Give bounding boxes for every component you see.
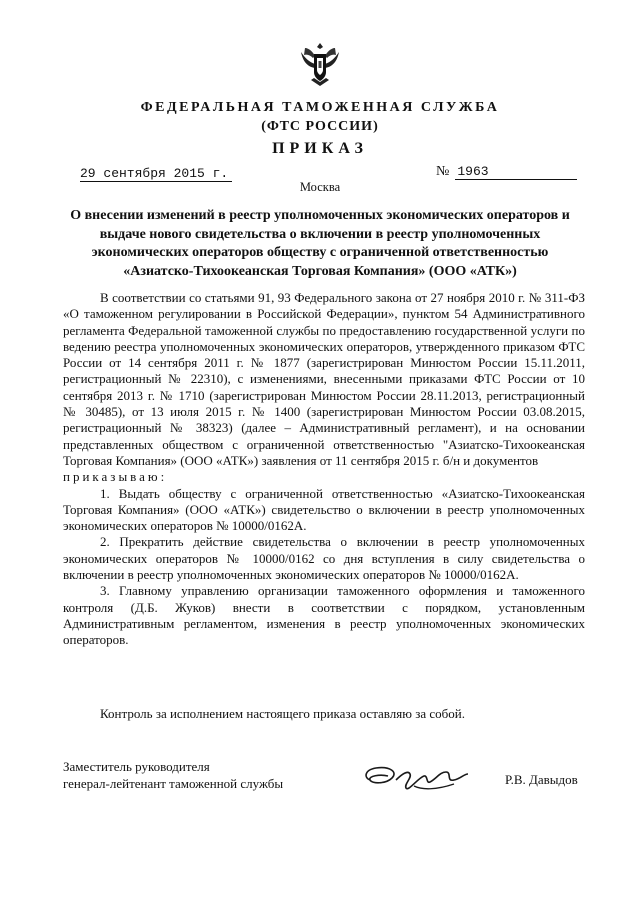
signatory-name: Р.В. Давыдов <box>505 772 578 787</box>
handwritten-signature <box>362 758 480 798</box>
document-title: О внесении изменений в реестр уполномоченных экономических операторов и выдаче нового свидетельства о включении в реестр уполномоченных экономических операторов обществу с ограниченной ответственностью «Азиатско-Тихоокеанская Торговая Компания» (ООО «АТК») <box>70 208 570 279</box>
document-type: ПРИКАЗ <box>272 140 368 157</box>
signatory-position <box>63 758 283 792</box>
number-label: № <box>436 164 450 179</box>
intro-text: В соответствии со статьями 91, 93 Федерального закона от 27 ноября 2010 г. № 311-ФЗ «О таможенном регулировании в Российской Федерации», пунктом 54 Административного регламента Федеральной таможенной службы по предоставлению государственной услуги по ведению реестра уполномоченных экономических операторов, утвержденного приказом ФТС России от 14 сентября 2011 г. № 1877 (зарегистрирован Минюстом России 15.11.2011, регистрационный № 22310), с изменениями, внесенными приказами ФТС России от 10 сентября 2013 г. № 1710 (зарегистрирован Минюстом России 28.11.2013, регистрационный № 30485), от 13 июля 2015 г. № 1400 (зарегистрирован Минюстом России 03.08.2015, регистрационный № 38323) (далее – Административный регламент), и на основании представленных обществом с ограниченной ответственностью "Азиатско-Тихоокеанская Торговая Компания» (ООО «АТК») заявления от 11 сентября 2015 г. б/н и документов <box>63 290 585 468</box>
russian-coat-of-arms-icon <box>297 40 343 88</box>
agency-name: ФЕДЕРАЛЬНАЯ ТАМОЖЕННАЯ СЛУЖБА <box>140 100 500 115</box>
control-paragraph: Контроль за исполнением настоящего приказа оставляю за собой. <box>100 706 465 721</box>
order-number: 1963 <box>455 164 577 180</box>
document-body <box>63 290 585 649</box>
order-date: 29 сентября 2015 г. <box>80 166 232 182</box>
order-word: приказываю: <box>63 469 168 485</box>
city: Москва <box>299 180 341 194</box>
position-line-1: Заместитель руководителя <box>63 759 210 774</box>
position-line-2: генерал-лейтенант таможенной службы <box>63 776 284 791</box>
order-word-line <box>63 469 585 485</box>
intro-paragraph <box>63 290 585 469</box>
order-item-3: 3. Главному управлению организации таможенного оформления и таможенного контроля (Д.Б. Жуков) внести в соответствии с порядком, установленным Административным регламентом, изменения в реестр уполномоченных экономических операторов. <box>63 583 585 648</box>
order-number-block <box>436 164 577 180</box>
order-item-1: 1. Выдать обществу с ограниченной ответственностью «Азиатско-Тихоокеанская Торговая Компания» (ООО «АТК») свидетельство о включении в реестр уполномоченных экономических операторов № 10000/0162А. <box>63 485 585 534</box>
order-item-2: 2. Прекратить действие свидетельства о включении в реестр уполномоченных экономических операторов № 10000/0162 со дня вступления в силу свидетельства о включении в реестр уполномоченных экономических операторов № 10000/0162А. <box>63 534 585 583</box>
agency-short-name: (ФТС РОССИИ) <box>261 119 379 134</box>
